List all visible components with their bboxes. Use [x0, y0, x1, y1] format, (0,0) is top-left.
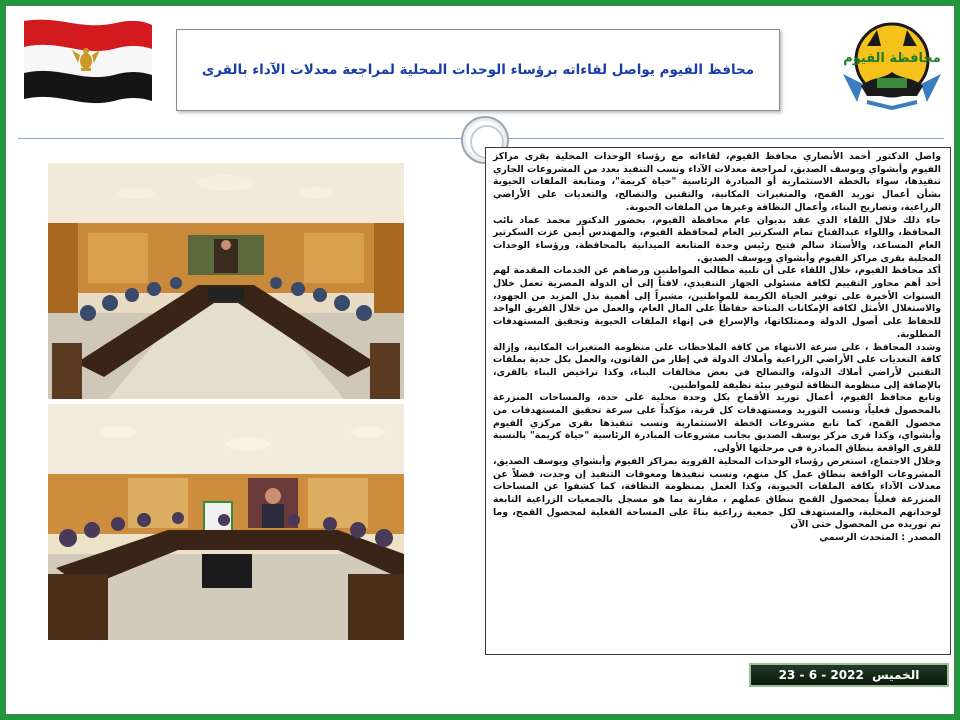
article-body: [485, 147, 951, 655]
bulletin-page: [5, 5, 955, 715]
article-paragraph: وشدد المحافظ ، على سرعة الانتهاء من كافة الملاحظات على منظومة المتغيرات المكانية، وإزالة كافة التعديات على الأراضي الزراعية وأملاك الدولة في إطار من القانون، والعمل بكل جدية بملفات التقنين لأراضي أملاك الدولة، والتصالح في بعض مخالفات البناء، وكذا تراخيص البناء بالقرى، بالإضافة إلى منظومة النظافة لتوفير بيئة نظيفة للمواطنين.: [493, 341, 941, 391]
footer-date: 23 - 6 - 2022: [778, 668, 864, 682]
article-paragraph: جاء ذلك خلال اللقاء الذي عقد بديوان عام محافظة الفيوم، بحضور الدكتور محمد عماد نائب المحافظ، واللواء عبدالفتاح تمام السكرتير العام لمحافظة الفيوم، والمهندس أيمن عزت السكرتير العام المساعد، والأستاذ سالم فتيح رئيس وحدة المتابعة الميدانية بالمحافظة، ورؤساء الوحدات المحلية بقرى مراكز الفيوم وأبشواي ويوسف الصديق.: [493, 214, 941, 264]
date-bar: [749, 663, 949, 687]
article-paragraph: واصل الدكتور أحمد الأنصاري محافظ الفيوم، لقاءاته مع رؤساء الوحدات المحلية بقرى مراكز الفيوم وأبشواي ويوسف الصديق، لمراجعة معدلات الآداء ونسب التنفيذ بعدد من المشروعات الجاري تنفيذها، سواء بالخطة الاستثمارية أو المبادرة الرئاسية "حياة كريمة"، ومتابعة الملفات الحيوية بشأن أعمال توريد القمح، والمتغيرات المكانية، والتقنين والتصالح، والتعديات على الأراضي الزراعية، وتصاريح البناء، وأعمال النظافة وغيرها من الملفات الحيوية.: [493, 151, 941, 213]
fayoum-governorate-logo: [837, 16, 947, 112]
article-source: المصدر : المتحدث الرسمي: [819, 532, 941, 544]
article-paragraph: وخلال الاجتماع، استعرض رؤساء الوحدات المحلية القروية بمراكز الفيوم وأبشواي ويوسف الصديق، المشروعات الواقعة بنطاق عمل كل منهم، ونسب تنفيذها ومعوقات التنفيذ إن وجدت، فضلاً عن معدلات الآداء بكافة الملفات الحيوية، وكذا العمل بمنظومة النظافة، كما كشفوا عن المساحات المنزرعة فعلياً بمحصول القمح بنطاق عملهم ، مقارنة بما هو مسجل بالجمعيات الزراعية التابعة لوحداتهم المحلية، والمستهدف لكل جمعية زراعية بناءً على المساحة الفعلية لمحصول القمح، وما تم توريده من المحصول حتى الآن: [493, 455, 941, 531]
headline-box: [176, 29, 780, 111]
footer-day: الخميس: [872, 668, 920, 682]
article-paragraph: وتابع محافظ الفيوم، أعمال توريد الأقماح بكل وحدة محلية على حدة، والمساحات المنزرعة بالمحصول فعلياً، ونسب التوريد ومستهدفات كل قرية، مؤكداً على سرعة تحقيق المستهدفات من محصول القمح، كما تابع مشروعات الخطة الاستثمارية ونسب تنفيذها بقرى مركزي الفيوم وأبشواي، وكذا قرى مركز يوسف الصديق بجانب مشروعات المبادرة الرئاسية "حياة كريمة" بالنسبة للقرى الواقعة بنطاق المبادرة في مرحلتها الأولى.: [493, 392, 941, 455]
article-paragraph: أكد محافظ الفيوم، خلال اللقاء على أن تلبية مطالب المواطنين ورضاهم عن الخدمات المقدمة لهم أحد أهم محاور التقييم لكافة مسئولي الجهاز التنفيذي، لافتاً إلى أن الدولة المصرية تعمل خلال السنوات الأخيرة على توفير الحياة الكريمة للمواطنين، مشيراً إلى أهمية بذل المزيد من الجهود، والاستغلال الأمثل لكافة الإمكانات المتاحة حفاظاً على المال العام، والعمل من خلال الفريق الواحد للحفاظ على أصول الدولة وممتلكاتها، والإسراع في إنهاء الملفات الحيوية وتحقيق المستهدفات المطلوبة.: [493, 265, 941, 340]
egypt-flag-icon: [20, 15, 154, 108]
meeting-photo-1: [48, 163, 404, 399]
logo-text: محافظة الفيوم: [843, 51, 941, 66]
meeting-photo-2: [48, 404, 404, 640]
page-title: محافظ الفيوم يواصل لقاءاته برؤساء الوحدات المحلية لمراجعة معدلات الآداء بالقرى: [201, 62, 755, 78]
